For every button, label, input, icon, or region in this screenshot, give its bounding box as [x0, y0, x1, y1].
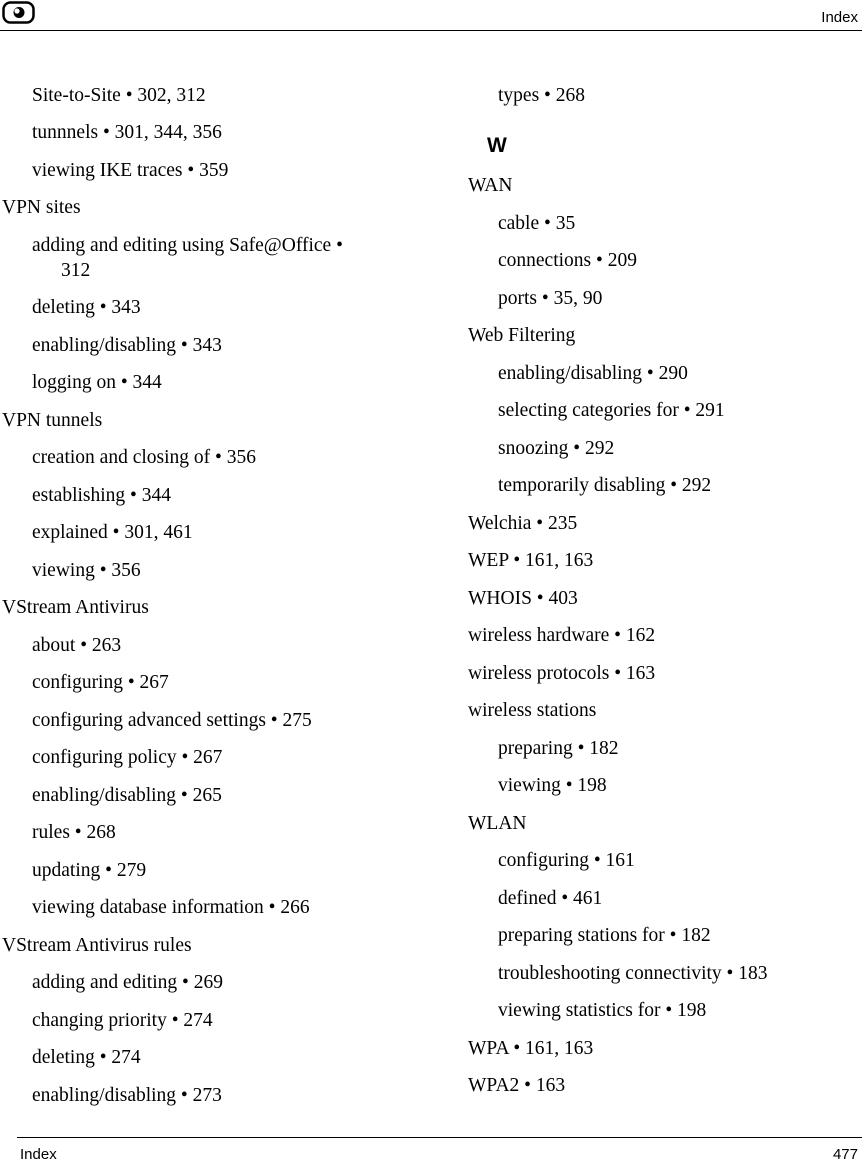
index-entry: VPN sites	[2, 197, 81, 218]
index-entry: selecting categories for • 291	[498, 400, 725, 421]
index-entry: tunnnels • 301, 344, 356	[32, 122, 222, 143]
index-entry: enabling/disabling • 265	[32, 785, 222, 806]
index-entry: changing priority • 274	[32, 1010, 213, 1031]
index-entry: WAN	[468, 175, 513, 196]
index-entry: ports • 35, 90	[498, 288, 603, 309]
index-entry: about • 263	[32, 635, 122, 656]
index-entry: viewing statistics for • 198	[498, 1000, 707, 1021]
index-entry: Site-to-Site • 302, 312	[32, 85, 206, 106]
header-title: Index	[821, 9, 858, 26]
index-entry: preparing stations for • 182	[498, 925, 711, 946]
index-entry: WHOIS • 403	[468, 588, 578, 609]
index-entry: defined • 461	[498, 888, 603, 909]
index-entry: viewing • 198	[498, 775, 607, 796]
index-entry: WEP • 161, 163	[468, 550, 594, 571]
index-entry: VStream Antivirus	[2, 597, 149, 618]
index-entry: preparing • 182	[498, 738, 619, 759]
header-divider	[0, 30, 862, 31]
index-entry: updating • 279	[32, 860, 147, 881]
index-entry: connections • 209	[498, 250, 637, 271]
brand-logo-icon	[2, 1, 35, 24]
index-entry: wireless hardware • 162	[468, 625, 656, 646]
index-entry: configuring • 267	[32, 672, 169, 693]
index-entry: Welchia • 235	[468, 513, 578, 534]
index-entry: creation and closing of • 356	[32, 447, 256, 468]
index-entry-text: adding and editing using Safe@Office •	[32, 235, 343, 256]
index-entry	[2, 233, 377, 283]
index-entry: cable • 35	[498, 213, 576, 234]
index-entry: VStream Antivirus rules	[2, 935, 192, 956]
index-entry: rules • 268	[32, 822, 116, 843]
index-entry: viewing database information • 266	[32, 897, 310, 918]
index-entry: viewing IKE traces • 359	[32, 160, 229, 181]
index-entry: configuring • 161	[498, 850, 635, 871]
index-entry: configuring advanced settings • 275	[32, 710, 312, 731]
index-entry: snoozing • 292	[498, 438, 615, 459]
index-entry: wireless protocols • 163	[468, 663, 656, 684]
index-entry: deleting • 274	[32, 1047, 141, 1068]
index-entry: wireless stations	[468, 700, 597, 721]
index-entry: adding and editing • 269	[32, 972, 223, 993]
index-entry: viewing • 356	[32, 560, 141, 581]
index-entry: logging on • 344	[32, 372, 162, 393]
index-entry: VPN tunnels	[2, 410, 103, 431]
index-entry: enabling/disabling • 290	[498, 363, 688, 384]
footer-section-label: Index	[20, 1146, 57, 1163]
index-entry: WPA • 161, 163	[468, 1038, 594, 1059]
index-entry: establishing • 344	[32, 485, 171, 506]
index-entry: temporarily disabling • 292	[498, 475, 712, 496]
index-entry: configuring policy • 267	[32, 747, 223, 768]
index-entry: Web Filtering	[468, 325, 576, 346]
index-entry: troubleshooting connectivity • 183	[498, 963, 768, 984]
index-entry: WPA2 • 163	[468, 1075, 566, 1096]
index-entry: deleting • 343	[32, 297, 141, 318]
index-entry-continuation: 312	[61, 260, 91, 281]
section-letter-heading: W	[487, 134, 507, 157]
index-entry: explained • 301, 461	[32, 522, 193, 543]
index-entry: WLAN	[468, 813, 527, 834]
index-entry: types • 268	[498, 85, 585, 106]
page-number: 477	[832, 1146, 858, 1163]
index-entry: enabling/disabling • 343	[32, 335, 222, 356]
footer-divider	[17, 1137, 862, 1138]
index-entry: enabling/disabling • 273	[32, 1085, 222, 1106]
